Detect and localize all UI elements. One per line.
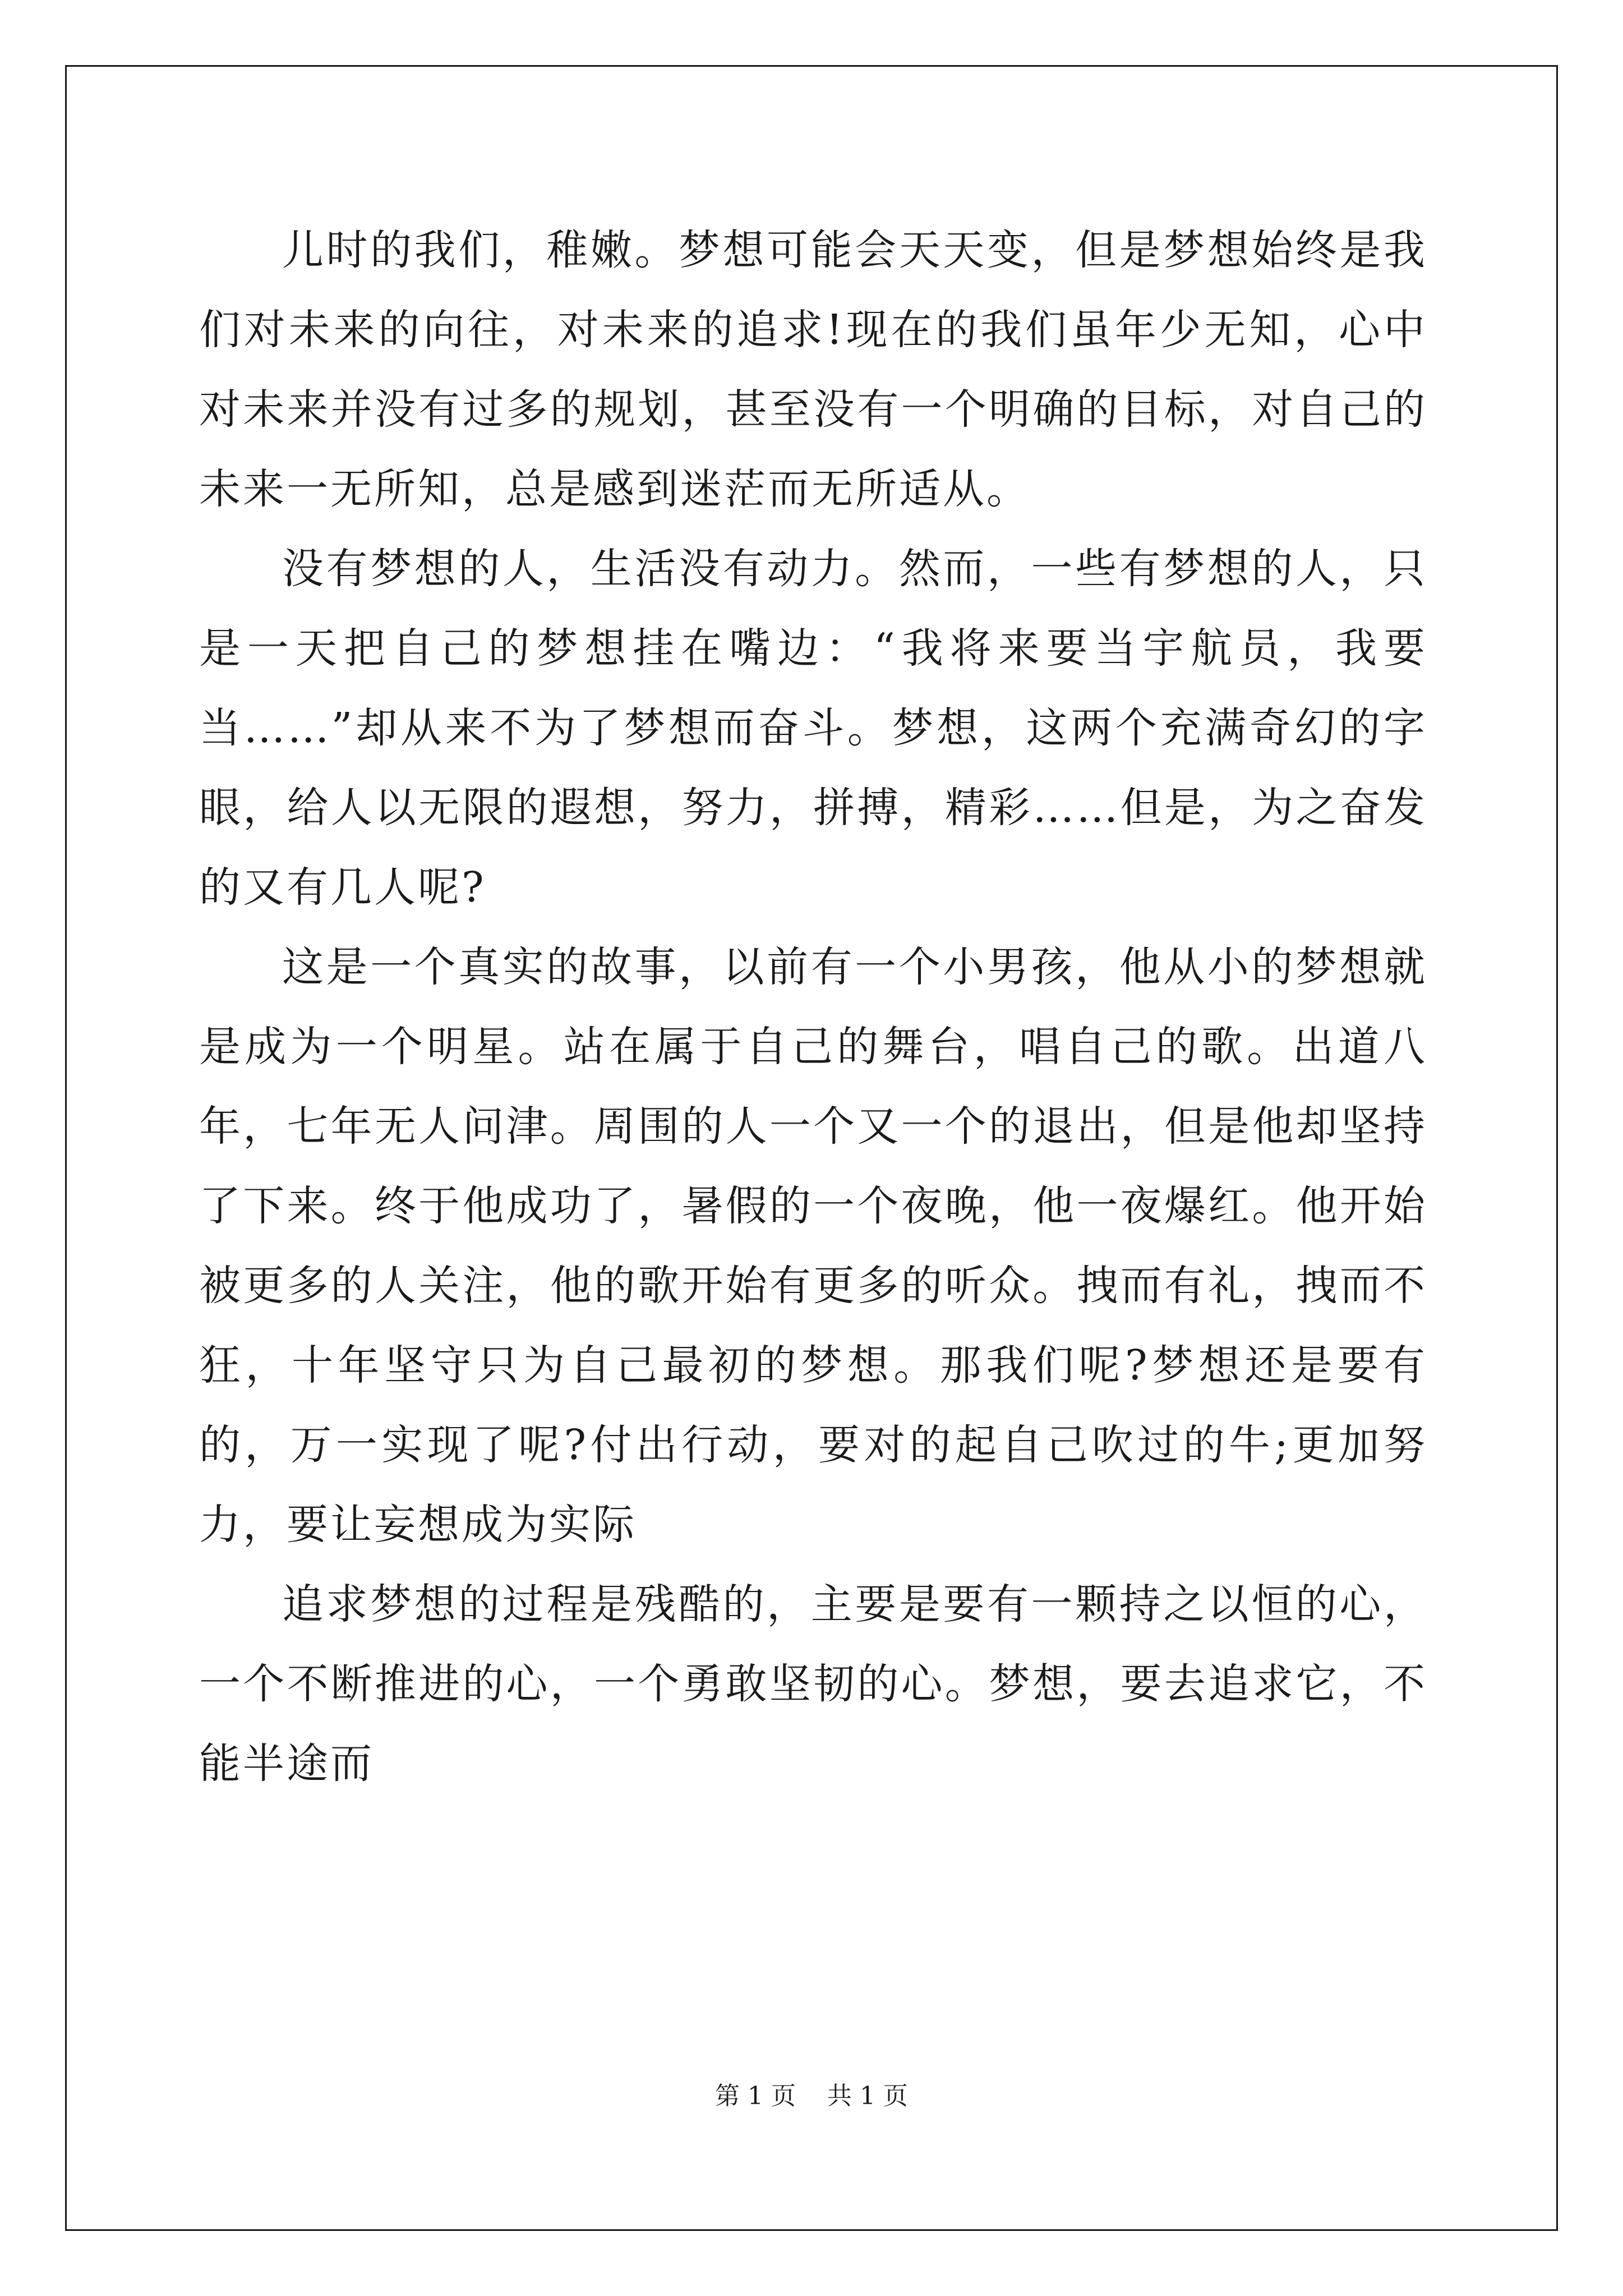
paragraph-3: 这是一个真实的故事，以前有一个小男孩，他从小的梦想就是成为一个明星。站在属于自己的舞台，唱自己的歌。出道八年，七年无人问津。周围的人一个又一个的退出，但是他却坚持了下来。终于他成功了，暑假的一个夜晚，他一夜爆红。他开始被更多的人关注，他的歌开始有更多的听众。拽而有礼，拽而不狂，十年坚守只为自己最初的梦想。那我们呢?梦想还是要有的，万一实现了呢?付出行动，要对的起自己吹过的牛;更加努力，要让妄想成为实际 [199, 943, 1427, 1549]
document-body [199, 210, 1427, 1803]
paragraph-2: 没有梦想的人，生活没有动力。然而，一些有梦想的人，只是一天把自己的梦想挂在嘴边：“我将来要当宇航员，我要当……”却从来不为了梦想而奋斗。梦想，这两个充满奇幻的字眼，给人以无限的遐想，努力，拼搏，精彩……但是，为之奋发的又有几人呢? [199, 545, 1427, 912]
page-number-footer: 第 1 页 共 1 页 [715, 2082, 908, 2110]
paragraph-4: 追求梦想的过程是残酷的，主要是要有一颗持之以恒的心，一个不断推进的心，一个勇敢坚韧的心。梦想，要去追求它，不能半途而 [199, 1580, 1427, 1788]
paragraph-1: 儿时的我们，稚嫩。梦想可能会天天变，但是梦想始终是我们对未来的向往，对未来的追求!现在的我们虽年少无知，心中对未来并没有过多的规划，甚至没有一个明确的目标，对自己的未来一无所知，总是感到迷茫而无所适从。 [199, 226, 1427, 513]
